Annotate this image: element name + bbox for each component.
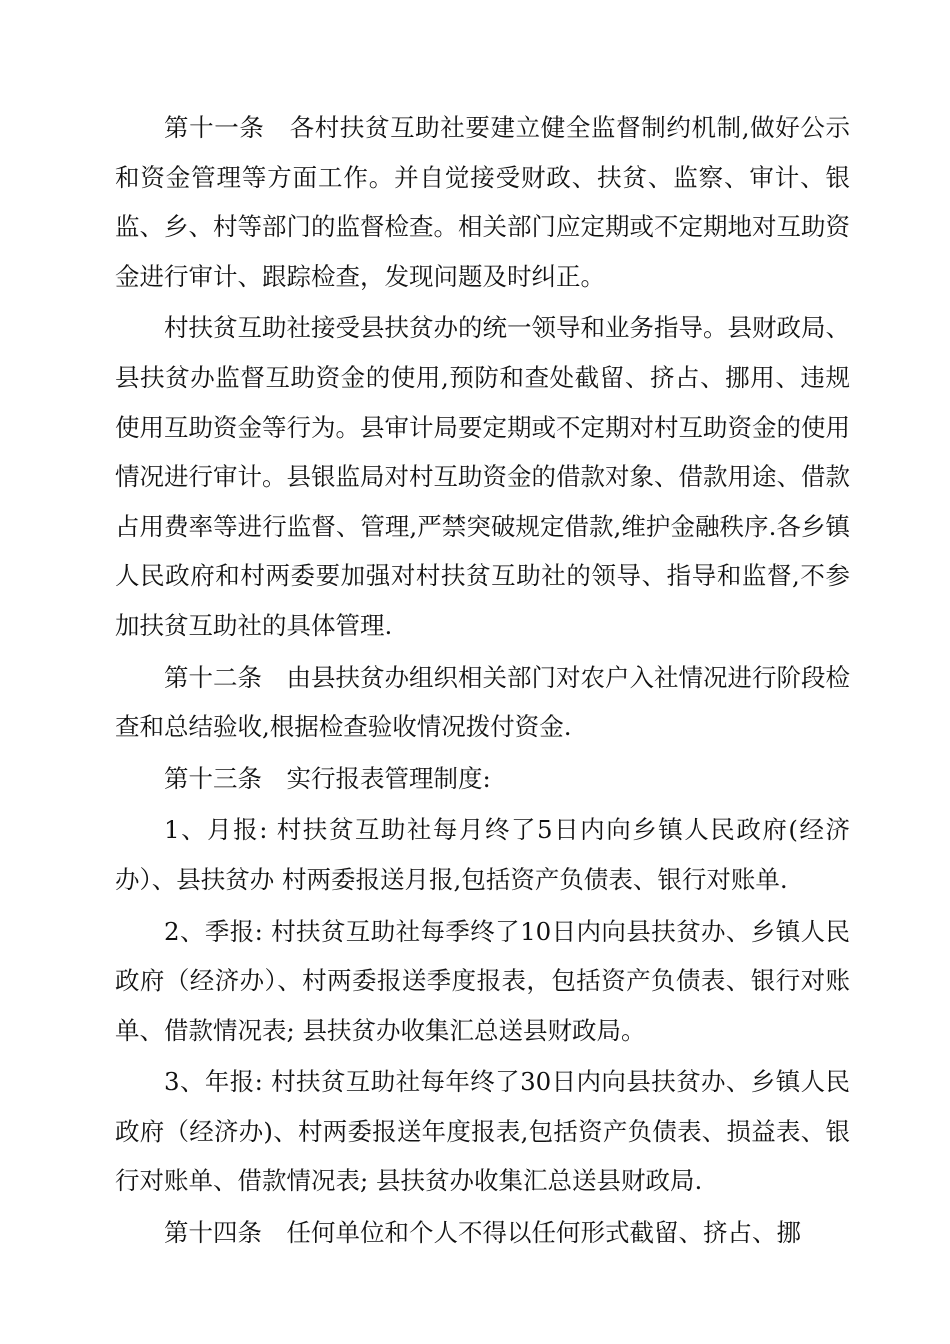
article-12-paragraph: 第十二条 由县扶贫办组织相关部门对农户入社情况进行阶段检查和总结验收,根据检查验收情况拨付资金. (115, 662, 850, 742)
annual-report-paragraph: 3、年报: 村扶贫互助社每年终了30日内向县扶贫办、乡镇人民政府（经济办)、村两委报送年度报表,包括资产负债表、损益表、银行对账单、借款情况表; 县扶贫办收集汇总送县财政局. (115, 1067, 850, 1196)
monthly-report-paragraph: 1、月报: 村扶贫互助社每月终了5日内向乡镇人民政府(经济办）、县扶贫办 村两委报送月报,包括资产负债表、银行对账单. (115, 815, 850, 894)
supervision-paragraph: 村扶贫互助社接受县扶贫办的统一领导和业务指导。县财政局、县扶贫办监督互助资金的使用,预防和查处截留、挤占、挪用、违规使用互助资金等行为。县审计局要定期或不定期对村互助资金的使用情况进行审计。县银监局对村互助资金的借款对象、借款用途、借款占用费率等进行监督、管理,严禁突破规定借款,维护金融秩序.各乡镇人民政府和村两委要加强对村扶贫互助社的领导、指导和监督,不参加扶贫互助社的具体管理. (115, 313, 850, 640)
article-13-paragraph: 第十三条 实行报表管理制度: (164, 763, 491, 793)
quarterly-report-paragraph: 2、季报: 村扶贫互助社每季终了10日内向县扶贫办、乡镇人民政府（经济办）、村两委报送季度报表，包括资产负债表、银行对账单、借款情况表; 县扶贫办收集汇总送县财政局。 (115, 916, 850, 1045)
document-page (115, 103, 850, 1258)
article-11-paragraph: 第十一条 各村扶贫互助社要建立健全监督制约机制,做好公示和资金管理等方面工作。并自觉接受财政、扶贫、监察、审计、银监、乡、村等部门的监督检查。相关部门应定期或不定期地对互助资金进行审计、跟踪检查，发现问题及时纠正。 (115, 113, 850, 291)
article-14-paragraph: 第十四条 任何单位和个人不得以任何形式截留、挤占、挪 (164, 1218, 801, 1248)
